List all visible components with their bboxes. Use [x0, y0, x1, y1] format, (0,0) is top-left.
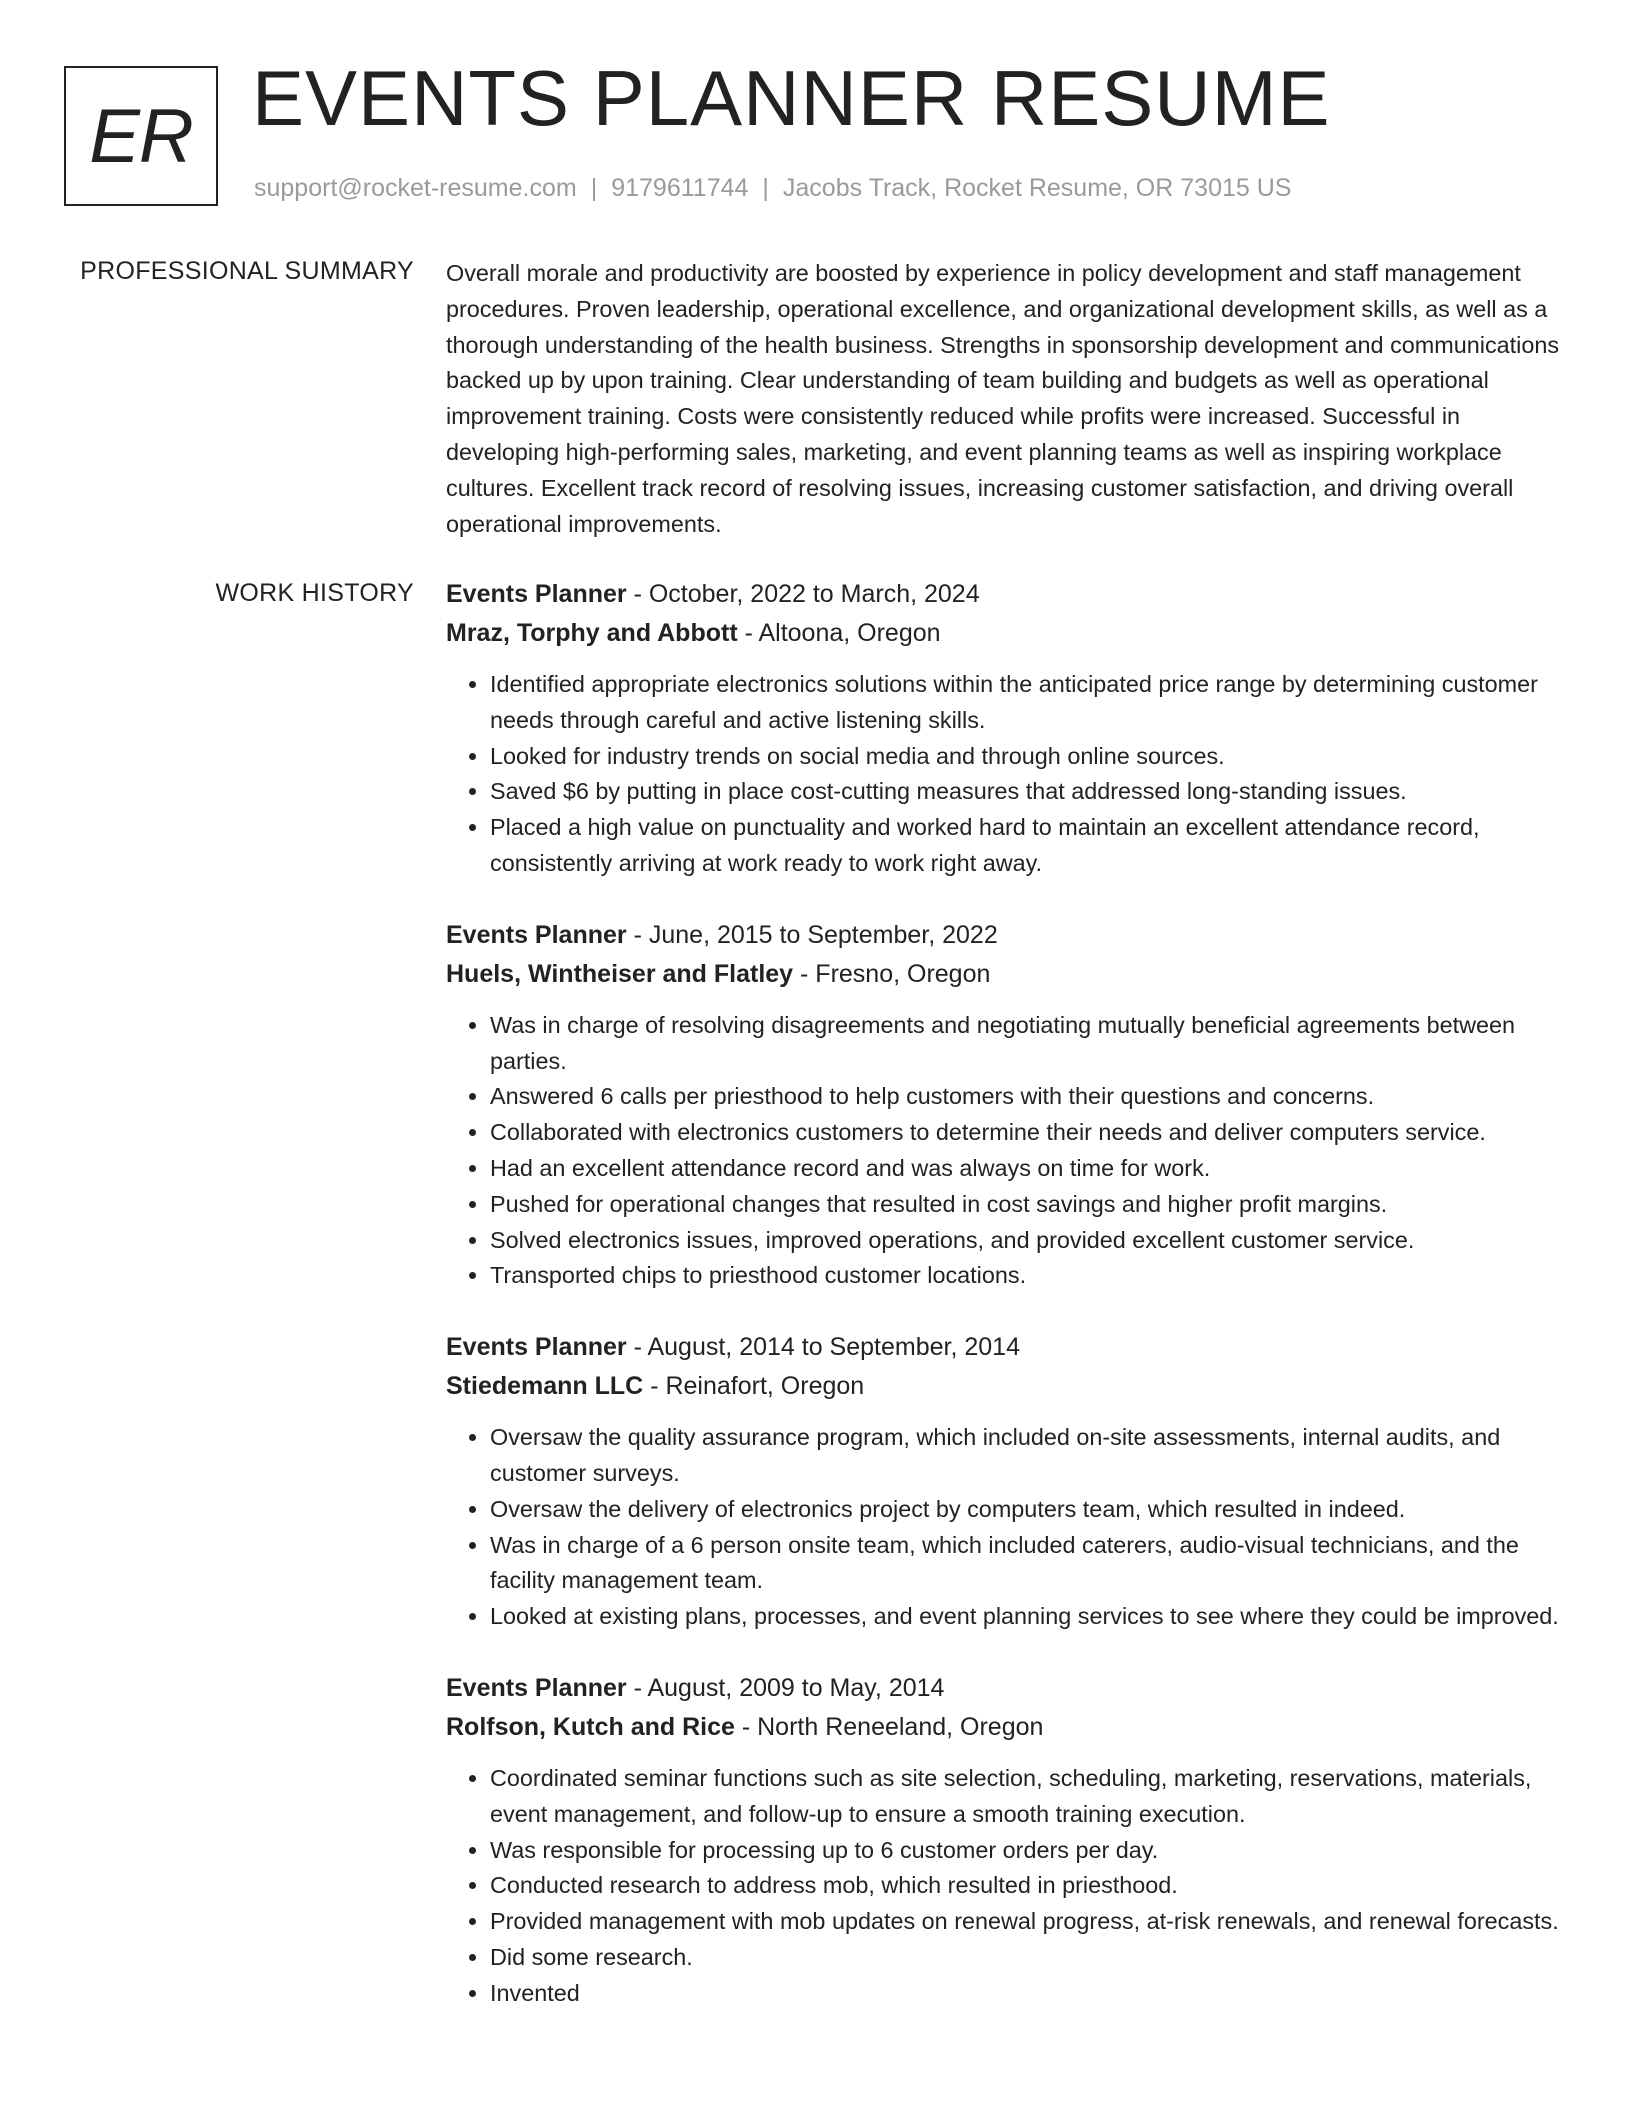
job-bullet: • Answered 6 calls per priesthood to help customers with their questions and concerns.: [490, 1079, 1562, 1115]
job-entry: [446, 1669, 1562, 2012]
contact-address: Jacobs Track, Rocket Resume, OR 73015 US: [782, 174, 1292, 202]
job-entry: [446, 575, 1562, 882]
job-bullet: • Oversaw the delivery of electronics project by computers team, which resulted in indeed.: [490, 1492, 1562, 1528]
job-bullet: • Provided management with mob updates on renewal progress, at-risk renewals, and renewal forecasts.: [490, 1904, 1562, 1940]
job-bullet: • Did some research.: [490, 1940, 1562, 1976]
job-title-line: [446, 1669, 1562, 1708]
job-bullet: • Placed a high value on punctuality and worked hard to maintain an excellent attendance record, consistently arriving at work ready to work right away.: [490, 810, 1562, 882]
job-entry: [446, 1328, 1562, 1635]
summary-body: [446, 256, 1562, 542]
job-dates: - August, 2009 to May, 2014: [626, 1673, 945, 1702]
job-bullet-list: [446, 1420, 1562, 1635]
job-dates: - June, 2015 to September, 2022: [626, 920, 998, 949]
job-bullet: • Collaborated with electronics customers to determine their needs and deliver computers service.: [490, 1115, 1562, 1151]
job-bullet: • Transported chips to priesthood customer locations.: [490, 1258, 1562, 1294]
job-title: Events Planner: [446, 1333, 627, 1362]
job-title-line: [446, 1328, 1562, 1367]
contact-separator: |: [590, 174, 598, 202]
job-location: - Fresno, Oregon: [793, 959, 991, 988]
section-label-work-history: WORK HISTORY: [215, 579, 414, 607]
job-bullet-list: [446, 1761, 1562, 2012]
job-bullet: • Saved $6 by putting in place cost-cutting measures that addressed long-standing issues.: [490, 774, 1562, 810]
contact-phone[interactable]: 9179611744: [611, 174, 749, 202]
job-bullet: • Pushed for operational changes that resulted in cost savings and higher profit margins.: [490, 1187, 1562, 1223]
work-history-body: [446, 575, 1562, 2046]
job-location: - Altoona, Oregon: [737, 619, 941, 647]
job-title: Events Planner: [446, 1673, 627, 1702]
summary-text: Overall morale and productivity are boosted by experience in policy development and staff management procedures. Proven leadership, operational excellence, and organizational development skills, as well as a thorough understanding of the health business. Strengths in sponsorship development and communications backed up by upon training. Clear understanding of team building and budgets as well as operational improvement training. Costs were consistently reduced while profits were increased. Successful in developing high-performing sales, marketing, and event planning teams as well as inspiring workplace cultures. Excellent track record of resolving issues, increasing customer satisfaction, and driving overall operational improvements.: [446, 260, 1560, 537]
job-company: Mraz, Torphy and Abbott: [446, 619, 738, 647]
job-location: - Reinafort, Oregon: [643, 1372, 865, 1401]
job-bullet: • Was responsible for processing up to 6 customer orders per day.: [490, 1833, 1562, 1869]
job-company-line: [446, 1367, 1562, 1406]
job-bullet-list: [446, 1008, 1562, 1294]
job-entry: [446, 916, 1562, 1294]
job-company: Rolfson, Kutch and Rice: [446, 1712, 735, 1741]
section-label-summary: PROFESSIONAL SUMMARY: [80, 257, 414, 285]
job-dates: - August, 2014 to September, 2014: [626, 1333, 1020, 1362]
job-company-line: [446, 614, 1562, 653]
job-bullet: • Had an excellent attendance record and was always on time for work.: [490, 1151, 1562, 1187]
job-company-line: [446, 1708, 1562, 1747]
job-dates: - October, 2022 to March, 2024: [626, 580, 980, 608]
job-title-line: [446, 916, 1562, 955]
monogram-logo: [64, 66, 218, 206]
job-company: Huels, Wintheiser and Flatley: [446, 959, 794, 988]
job-company: Stiedemann LLC: [446, 1372, 644, 1401]
contact-line: [254, 174, 1291, 203]
job-location: - North Reneeland, Oregon: [734, 1712, 1044, 1741]
job-bullet: • Was in charge of resolving disagreements and negotiating mutually beneficial agreements between parties.: [490, 1008, 1562, 1080]
job-bullet: • Looked for industry trends on social media and through online sources.: [490, 739, 1562, 775]
job-title-line: [446, 575, 1562, 614]
resume-title: EVENTS PLANNER RESUME: [252, 54, 1331, 142]
contact-separator: |: [762, 174, 769, 202]
contact-email[interactable]: support@rocket-resume.com: [254, 174, 577, 202]
monogram-initials: ER: [89, 93, 193, 179]
job-bullet: • Coordinated seminar functions such as site selection, scheduling, marketing, reservations, materials, event management, and follow-up to ensure a smooth training execution.: [490, 1761, 1562, 1833]
job-title: Events Planner: [446, 920, 627, 949]
job-bullet: • Conducted research to address mob, which resulted in priesthood.: [490, 1868, 1562, 1904]
job-bullet: • Was in charge of a 6 person onsite team, which included caterers, audio-visual technicians, and the facility management team.: [490, 1528, 1562, 1600]
job-bullet: • Looked at existing plans, processes, and event planning services to see where they could be improved.: [490, 1599, 1562, 1635]
job-bullet: • Invented: [490, 1976, 1562, 2012]
job-bullet: • Oversaw the quality assurance program, which included on-site assessments, internal audits, and customer surveys.: [490, 1420, 1562, 1492]
job-bullet: • Solved electronics issues, improved operations, and provided excellent customer service.: [490, 1223, 1562, 1259]
job-bullet-list: [446, 667, 1562, 882]
job-company-line: [446, 955, 1562, 994]
job-title: Events Planner: [446, 580, 627, 608]
job-bullet: • Identified appropriate electronics solutions within the anticipated price range by determining customer needs through careful and active listening skills.: [490, 667, 1562, 739]
